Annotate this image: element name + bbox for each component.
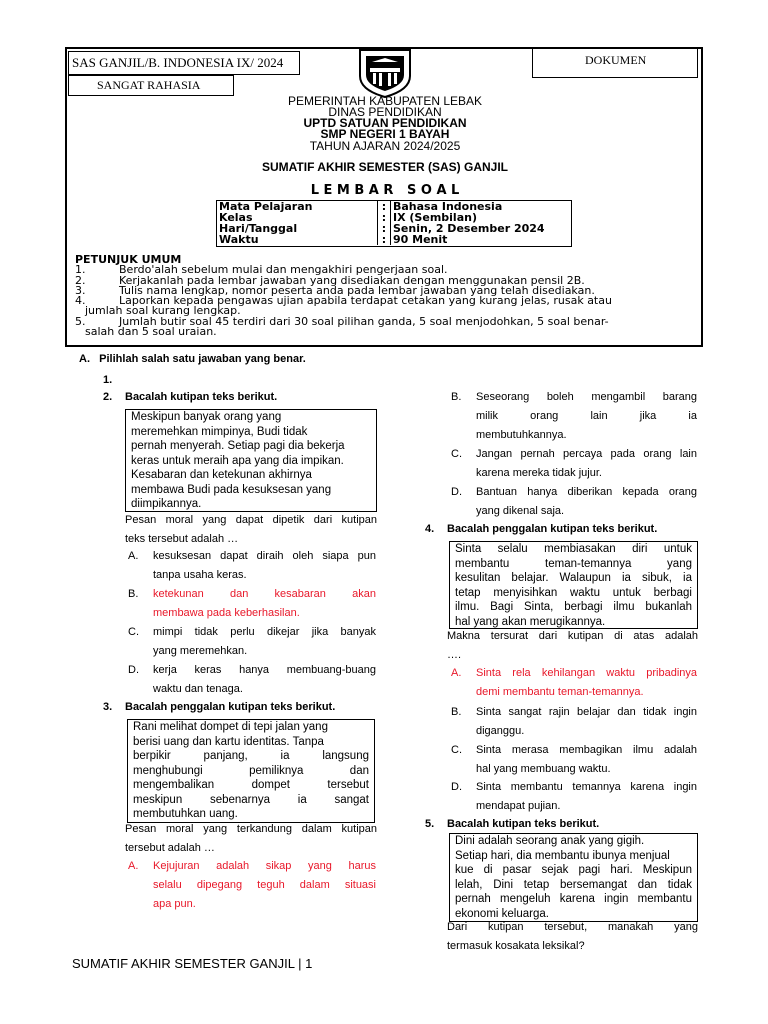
option-a-correct[interactable] xyxy=(451,664,697,702)
passage-line: mengembalikan dompet tersebut xyxy=(133,779,369,791)
gov-line-3: UPTD SATUAN PENDIDIKAN xyxy=(303,116,467,130)
option-d[interactable] xyxy=(451,483,697,521)
passage-line: membawa Budi pada kesuksesan yang xyxy=(131,483,332,496)
passage-line: Meskipun banyak orang yang xyxy=(131,411,282,423)
passage-line: berpikir panjang, ia langsung xyxy=(133,750,369,762)
option-c[interactable] xyxy=(128,623,376,661)
info-key: Kelas xyxy=(217,212,378,223)
exam-title: SUMATIF AKHIR SEMESTER (SAS) GANJIL xyxy=(261,160,508,174)
option-line: apa pun. xyxy=(153,898,196,910)
question-instruction: Bacalah penggalan kutipan teks berikut. xyxy=(447,523,658,535)
passage-line: lelah, Dini tetap bersemangat dan tidak xyxy=(455,878,692,891)
instruction-num: 5. xyxy=(75,315,86,328)
info-sep: : xyxy=(378,212,391,223)
instruction-text: Jumlah butir soal 45 terdiri dari 30 soal pilihan ganda, 5 soal menjodohkan, 5 soal benar- xyxy=(119,315,609,328)
academic-year: TAHUN AJARAN 2024/2025 xyxy=(309,139,461,153)
question-number: 3. xyxy=(103,701,113,713)
option-line: waktu dan tenaga. xyxy=(153,683,243,695)
passage-line: Setiap hari, dia membantu ibunya menjual xyxy=(455,849,670,862)
classification-box xyxy=(68,75,234,96)
exam-info-table xyxy=(216,200,572,247)
option-letter: D. xyxy=(451,486,462,498)
stem-line: teks tersebut adalah … xyxy=(125,533,239,545)
question-2-stem xyxy=(125,511,377,549)
question-1-number: 1. xyxy=(103,374,113,386)
option-letter: A. xyxy=(128,550,139,562)
question-number: 4. xyxy=(425,523,435,535)
passage-line: ilmu. Bagi Sinta, berbagi ilmu bukanlah xyxy=(455,601,692,613)
option-line: demi membantu teman-temannya. xyxy=(476,686,644,698)
instruction-cont: salah dan 5 soal uraian. xyxy=(85,325,217,338)
passage-line: meskipun sebenarnya ia sangat xyxy=(133,793,369,806)
option-line: membutuhkannya. xyxy=(476,429,567,441)
option-a[interactable] xyxy=(128,547,376,585)
option-text xyxy=(476,388,697,445)
option-d[interactable] xyxy=(451,778,697,816)
passage-line: tetap menyisihkan waktu untuk berbagi xyxy=(455,586,692,599)
exam-code: SAS GANJIL/B. INDONESIA IX/ 2024 xyxy=(72,55,284,70)
option-text xyxy=(153,661,376,699)
stem-line: Makna tersurat dari kutipan di atas adalah xyxy=(447,630,698,642)
option-letter: C. xyxy=(451,744,462,756)
passage-line: Dini adalah seorang anak yang gigih. xyxy=(455,835,645,847)
passage-line: Sinta selalu membiasakan diri untuk xyxy=(455,543,692,555)
document-label: DOKUMEN xyxy=(585,53,647,67)
option-text xyxy=(476,445,697,483)
option-text xyxy=(476,703,697,741)
info-value: IX (Sembilan) xyxy=(393,211,477,224)
option-letter: B. xyxy=(451,391,462,403)
info-sep: : xyxy=(378,234,391,245)
document-box xyxy=(532,48,698,78)
option-letter: A. xyxy=(128,860,139,872)
page-footer: SUMATIF AKHIR SEMESTER GANJIL | 1 xyxy=(72,956,313,971)
stem-line: Pesan moral yang terkandung dalam kutipan xyxy=(125,823,377,835)
option-line: membawa pada keberhasilan. xyxy=(153,607,300,619)
passage-line: menghubungi pemiliknya dan xyxy=(133,764,369,777)
instruction-cont: jumlah soal kurang lengkap. xyxy=(85,304,241,317)
option-line: Seseorang boleh mengambil barang xyxy=(476,391,697,403)
option-text xyxy=(153,623,376,661)
option-b[interactable] xyxy=(451,703,697,741)
option-letter: C. xyxy=(128,626,139,638)
passage-line: ekonomi keluarga. xyxy=(455,907,549,920)
passage-line: hal yang akan merugikannya. xyxy=(455,615,606,628)
section-a-heading: A. Pilihlah salah satu jawaban yang benar. xyxy=(79,353,306,365)
instructions-title: PETUNJUK UMUM xyxy=(75,253,182,266)
option-line: milik orang lain jika ia xyxy=(476,410,697,422)
passage-line: kesulitan belajar. Walaupun ia sibuk, ia xyxy=(455,572,692,584)
option-text xyxy=(153,585,376,623)
option-line: Sinta merasa membagikan ilmu adalah xyxy=(476,744,697,756)
passage-line: kue di pasar sejak pagi hari. Meskipun xyxy=(455,864,692,876)
question-5-stem xyxy=(447,918,698,956)
option-c[interactable] xyxy=(451,445,697,483)
question-instruction: Bacalah kutipan teks berikut. xyxy=(447,818,600,830)
passage-line: membantu teman-temannya yang xyxy=(455,557,692,570)
option-line: Bantuan hanya diberikan kepada orang xyxy=(476,486,697,498)
passage-line: berisi uang dan kartu identitas. Tanpa xyxy=(133,735,324,748)
option-text xyxy=(476,741,697,779)
option-line: kerja keras hanya membuang-buang xyxy=(153,664,376,676)
option-line: mimpi tidak perlu dikejar jika banyak xyxy=(153,626,376,638)
option-line: mendapat pujian. xyxy=(476,800,561,812)
option-letter: B. xyxy=(451,706,462,718)
option-line: ketekunan dan kesabaran akan xyxy=(153,588,376,600)
option-text xyxy=(476,664,697,702)
option-line: Kejujuran adalah sikap yang harus xyxy=(153,860,376,872)
info-key: Mata Pelajaran xyxy=(217,201,378,212)
info-sep: : xyxy=(378,223,391,234)
option-line: karena mereka tidak jujur. xyxy=(476,467,602,479)
exam-code-box xyxy=(68,51,300,75)
option-c[interactable] xyxy=(451,741,697,779)
passage-line: pernah menyerah. Setiap pagi dia bekerja xyxy=(131,440,345,452)
option-d[interactable] xyxy=(128,661,376,699)
option-line: Sinta membantu temannya karena ingin xyxy=(476,781,697,793)
stem-line: Dari kutipan tersebut, manakah yang xyxy=(447,921,698,933)
instruction-num: 3. xyxy=(75,284,86,297)
sheet-title: L E M B A R S O A L xyxy=(310,183,460,198)
gov-line-1: PEMERINTAH KABUPATEN LEBAK xyxy=(287,94,483,108)
option-letter: D. xyxy=(451,781,462,793)
classification-label: SANGAT RAHASIA xyxy=(97,78,201,92)
passage-line: pernah mengeluh karena ingin membantu xyxy=(455,893,692,905)
school-name: SMP NEGERI 1 BAYAH xyxy=(320,127,450,141)
question-3-stem xyxy=(125,820,377,858)
question-2-passage xyxy=(125,409,377,512)
passage-line: Rani melihat dompet di tepi jalan yang xyxy=(133,721,328,733)
passage-line: keras untuk meraih apa yang dia impikan. xyxy=(131,454,344,467)
instruction-text: Tulis nama lengkap, nomor peserta anda pada lembar jawaban yang telah disediakan. xyxy=(119,284,595,297)
option-line: Sinta rela kehilangan waktu pribadinya xyxy=(476,667,697,679)
info-value: Bahasa Indonesia xyxy=(393,200,503,213)
info-value: 90 Menit xyxy=(393,233,448,246)
question-number: 2. xyxy=(103,391,113,403)
instruction-text: Laporkan kepada pengawas ujian apabila terdapat cetakan yang kurang jelas, rusak atau xyxy=(119,294,612,307)
option-line: tanpa usaha keras. xyxy=(153,569,247,581)
option-letter: C. xyxy=(451,448,462,460)
option-text xyxy=(476,778,697,816)
stem-line: tersebut adalah … xyxy=(125,842,215,854)
question-number: 5. xyxy=(425,818,435,830)
question-4-stem xyxy=(447,627,698,665)
option-letter: B. xyxy=(128,588,139,600)
question-3-passage xyxy=(127,719,375,823)
option-line: diganggu. xyxy=(476,725,525,737)
instruction-text: Berdo'alah sebelum mulai dan mengakhiri pengerjaan soal. xyxy=(119,263,448,276)
option-line: kesuksesan dapat diraih oleh siapa pun xyxy=(153,550,376,562)
option-text xyxy=(153,857,376,914)
question-instruction: Bacalah penggalan kutipan teks berikut. xyxy=(125,701,336,713)
option-text xyxy=(153,547,376,585)
gov-line-2: DINAS PENDIDIKAN xyxy=(328,105,442,119)
option-line: yang meremehkan. xyxy=(153,645,248,657)
school-emblem-icon xyxy=(354,48,416,98)
info-row xyxy=(217,234,571,245)
option-line: Jangan pernah percaya pada orang lain xyxy=(476,448,697,460)
stem-line: Pesan moral yang dapat dipetik dari kutipan xyxy=(125,514,377,526)
option-line: selalu dipegang teguh dalam situasi xyxy=(153,879,376,891)
question-5-passage xyxy=(449,833,698,922)
info-value: Senin, 2 Desember 2024 xyxy=(393,222,545,235)
option-letter: D. xyxy=(128,664,139,676)
option-letter: A. xyxy=(451,667,462,679)
option-a-correct[interactable] xyxy=(128,857,376,914)
passage-line: membutuhkan uang. xyxy=(133,808,238,820)
passage-line: meremehkan mimpinya, Budi tidak xyxy=(131,425,308,438)
instruction-text: Kerjakanlah pada lembar jawaban yang disediakan dengan menggunakan pensil 2B. xyxy=(119,274,585,287)
instruction-num: 2. xyxy=(75,274,86,287)
option-line: Sinta sangat rajin belajar dan tidak ingin xyxy=(476,706,697,718)
question-instruction: Bacalah kutipan teks berikut. xyxy=(125,391,278,403)
instruction-num: 4. xyxy=(75,294,86,307)
option-line: yang dikenal saja. xyxy=(476,505,565,517)
option-text xyxy=(476,483,697,521)
option-line: hal yang membuang waktu. xyxy=(476,763,611,775)
instruction-num: 1. xyxy=(75,263,86,276)
question-4-passage xyxy=(449,541,698,629)
stem-line: …. xyxy=(447,649,462,661)
option-b-correct[interactable] xyxy=(128,585,376,623)
passage-line: Kesabaran dan ketekunan akhirnya xyxy=(131,469,312,481)
option-b[interactable] xyxy=(451,388,697,445)
info-key: Hari/Tanggal xyxy=(217,223,378,234)
info-sep: : xyxy=(378,201,391,212)
passage-line: diimpikannya. xyxy=(131,498,202,510)
stem-line: termasuk kosakata leksikal? xyxy=(447,940,585,952)
info-key: Waktu xyxy=(217,234,378,245)
